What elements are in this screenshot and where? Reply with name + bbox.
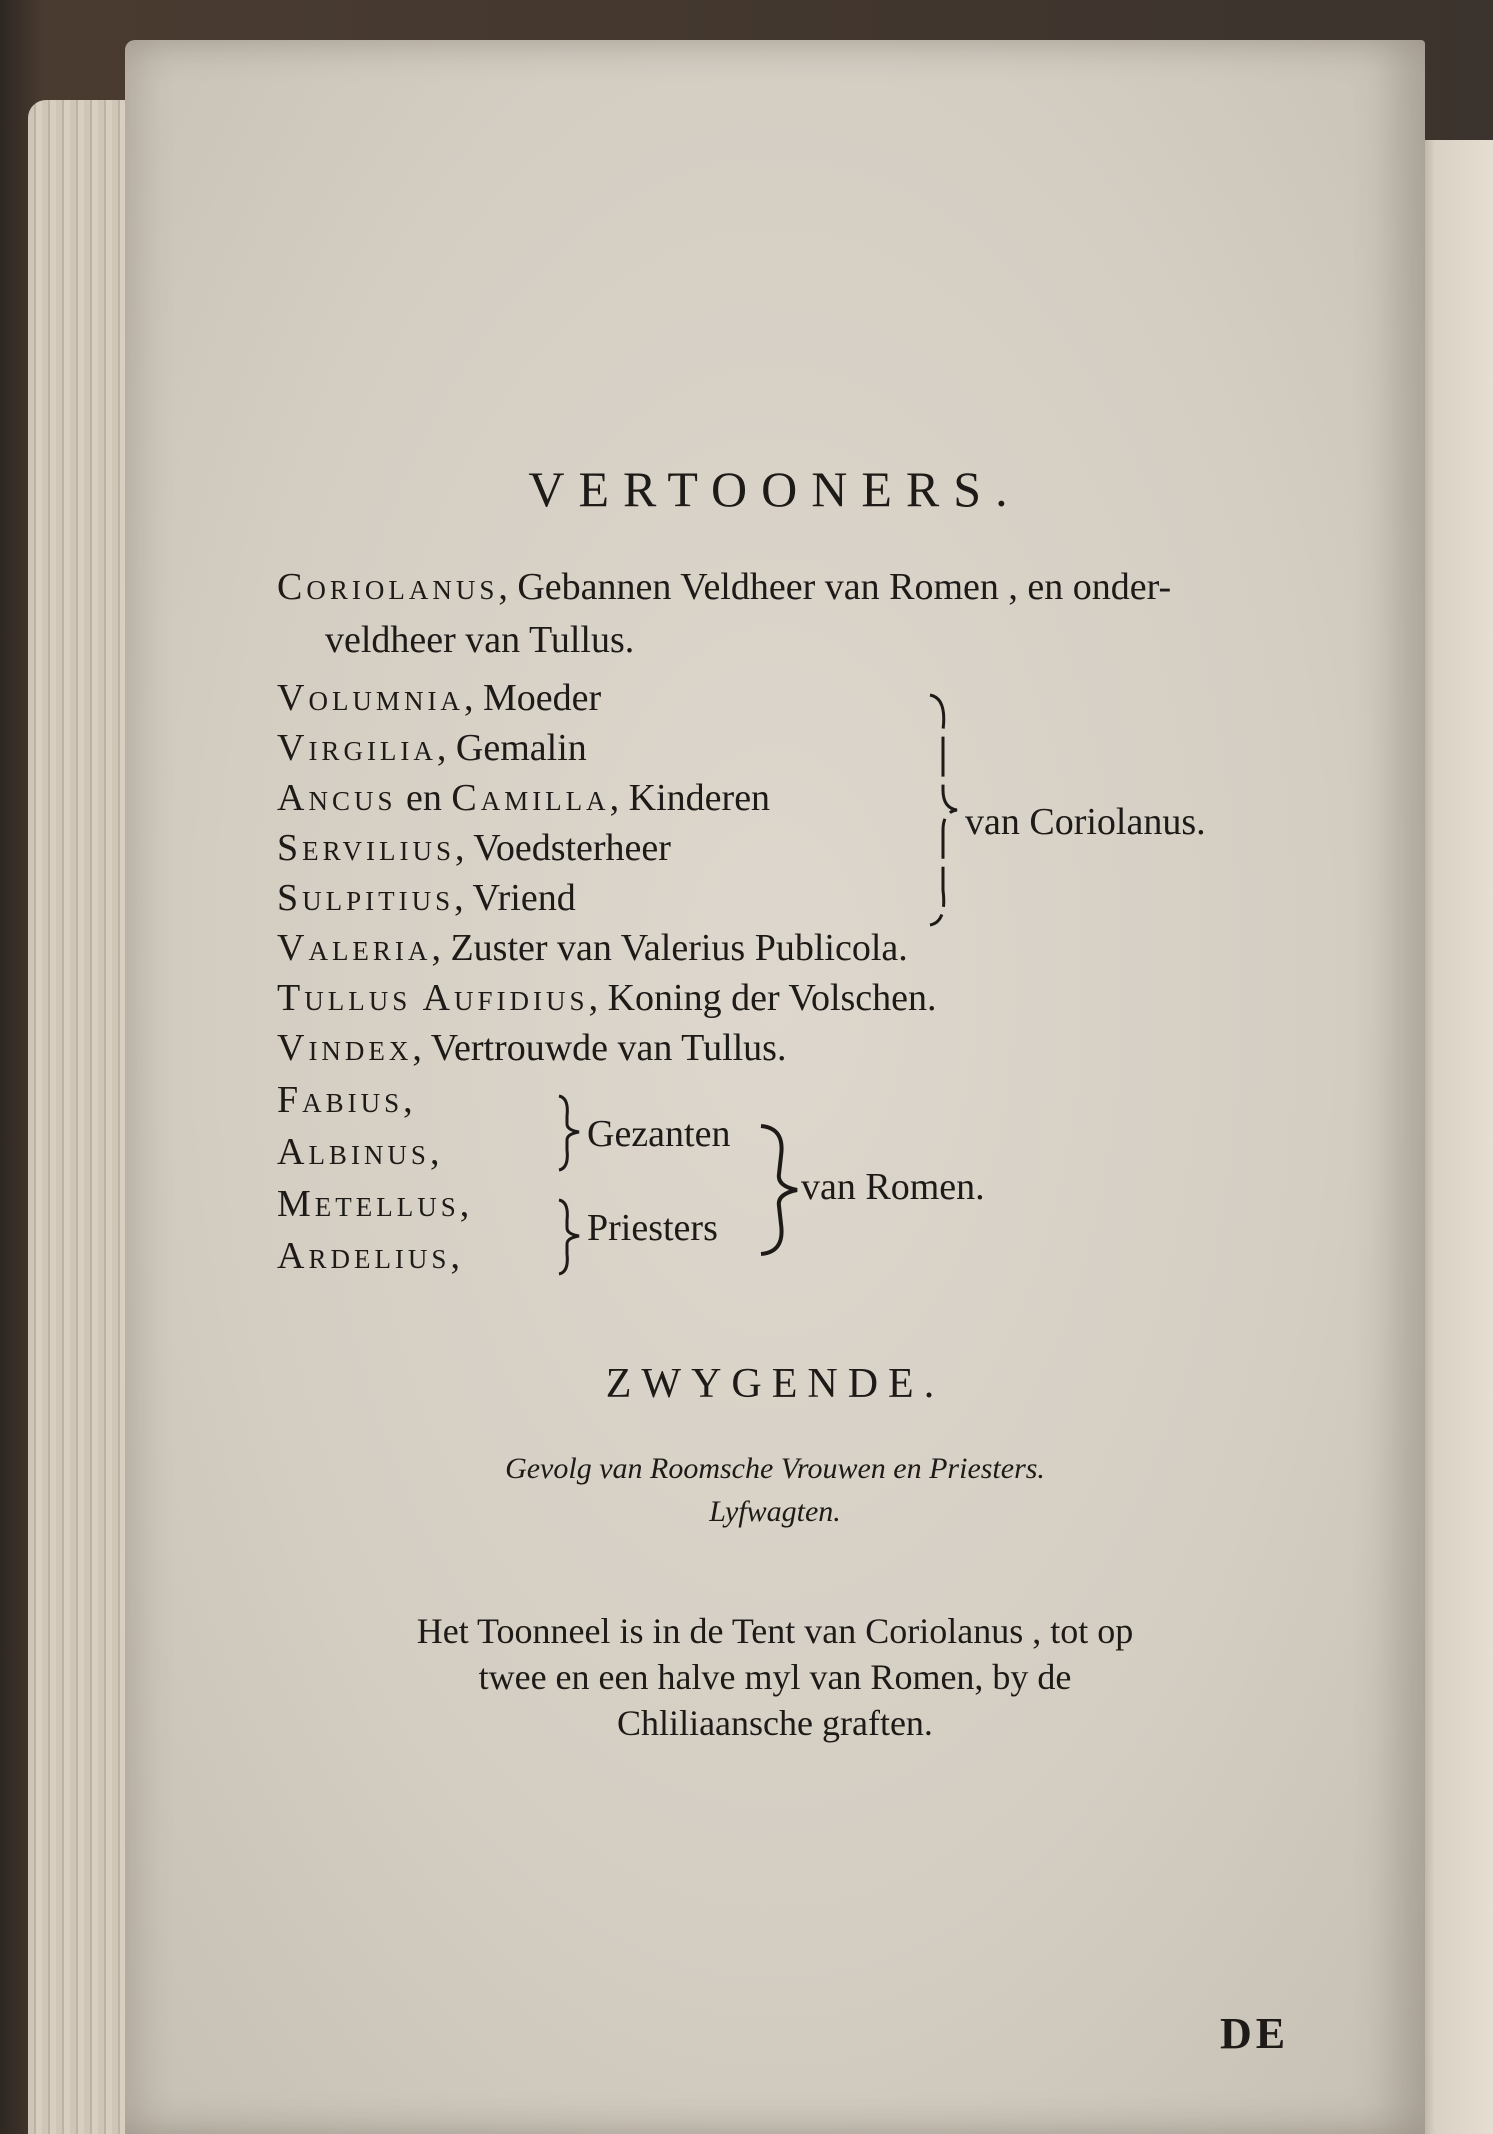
setting-line: Chliliaansche graften. bbox=[617, 1703, 933, 1743]
character-desc: , Kinderen bbox=[609, 777, 771, 819]
silent-line: Lyfwagten. bbox=[709, 1495, 841, 1528]
character-name: Tullus Aufidius bbox=[277, 977, 589, 1019]
character-name: Albinus bbox=[277, 1131, 430, 1173]
cast-line bbox=[277, 876, 576, 920]
cast-line bbox=[277, 1078, 413, 1122]
cast-line bbox=[277, 676, 601, 720]
cast-line bbox=[277, 926, 908, 970]
character-name: Ancus bbox=[277, 777, 397, 819]
group-label-envoys: Gezanten bbox=[587, 1113, 731, 1155]
priests-brace bbox=[555, 1196, 585, 1276]
character-name: Vindex bbox=[277, 1027, 413, 1069]
cast-line bbox=[277, 1130, 439, 1174]
cast-line-continued bbox=[325, 618, 634, 662]
character-name: Volumnia bbox=[277, 677, 464, 719]
character-desc: , Voedsterheer bbox=[454, 827, 671, 869]
silent-heading: ZWYGENDE. bbox=[605, 1361, 945, 1407]
silent-line: Gevolg van Roomsche Vrouwen en Priesters. bbox=[505, 1452, 1045, 1485]
character-desc: , bbox=[429, 1131, 440, 1173]
setting-line: Het Toonneel is in de Tent van Coriolanus , tot op bbox=[416, 1611, 1134, 1651]
character-desc: , Vriend bbox=[454, 877, 576, 919]
character-desc: , Vertrouwde van Tullus. bbox=[412, 1027, 787, 1069]
cast-line bbox=[277, 1182, 469, 1226]
character-desc: , bbox=[450, 1235, 460, 1277]
character-desc: , Gebannen Veldheer van Romen , en onder- bbox=[498, 566, 1172, 608]
family-brace bbox=[925, 690, 965, 930]
character-name: Virgilia bbox=[277, 727, 437, 769]
cast-line bbox=[277, 565, 1171, 609]
character-name: Valeria bbox=[277, 927, 432, 969]
character-name: Servilius bbox=[277, 827, 455, 869]
catchword: DE bbox=[1220, 2009, 1290, 2058]
character-name: Ardelius bbox=[277, 1235, 451, 1277]
connector: en bbox=[396, 777, 452, 819]
page-heading: VERTOONERS. bbox=[528, 461, 1022, 517]
character-name: Coriolanus bbox=[277, 566, 499, 608]
character-desc: , Moeder bbox=[463, 677, 602, 719]
cast-line bbox=[277, 826, 671, 870]
envoys-brace bbox=[555, 1092, 585, 1172]
cast-line bbox=[277, 776, 770, 820]
group-label-priests: Priesters bbox=[587, 1207, 718, 1249]
character-desc: , Zuster van Valerius Publicola. bbox=[431, 927, 908, 969]
character-desc: , bbox=[403, 1079, 413, 1121]
cast-line bbox=[277, 726, 587, 770]
group-label-family: van Coriolanus. bbox=[965, 801, 1206, 843]
rome-brace bbox=[755, 1120, 805, 1260]
cast-line bbox=[277, 976, 937, 1020]
character-desc: , Koning der Volschen. bbox=[588, 977, 937, 1019]
character-name: Fabius bbox=[277, 1079, 404, 1121]
cast-line bbox=[277, 1234, 460, 1278]
character-name: Camilla bbox=[451, 777, 610, 819]
cast-line bbox=[277, 1026, 786, 1070]
character-desc: , Gemalin bbox=[436, 727, 587, 769]
character-desc: , bbox=[459, 1183, 470, 1225]
setting-line: twee en een halve myl van Romen, by de bbox=[478, 1657, 1072, 1697]
character-name: Sulpitius bbox=[277, 877, 455, 919]
character-desc: veldheer van Tullus. bbox=[325, 619, 635, 661]
book-page bbox=[125, 40, 1425, 2134]
character-name: Metellus bbox=[277, 1183, 460, 1225]
group-label-rome: van Romen. bbox=[801, 1166, 985, 1208]
